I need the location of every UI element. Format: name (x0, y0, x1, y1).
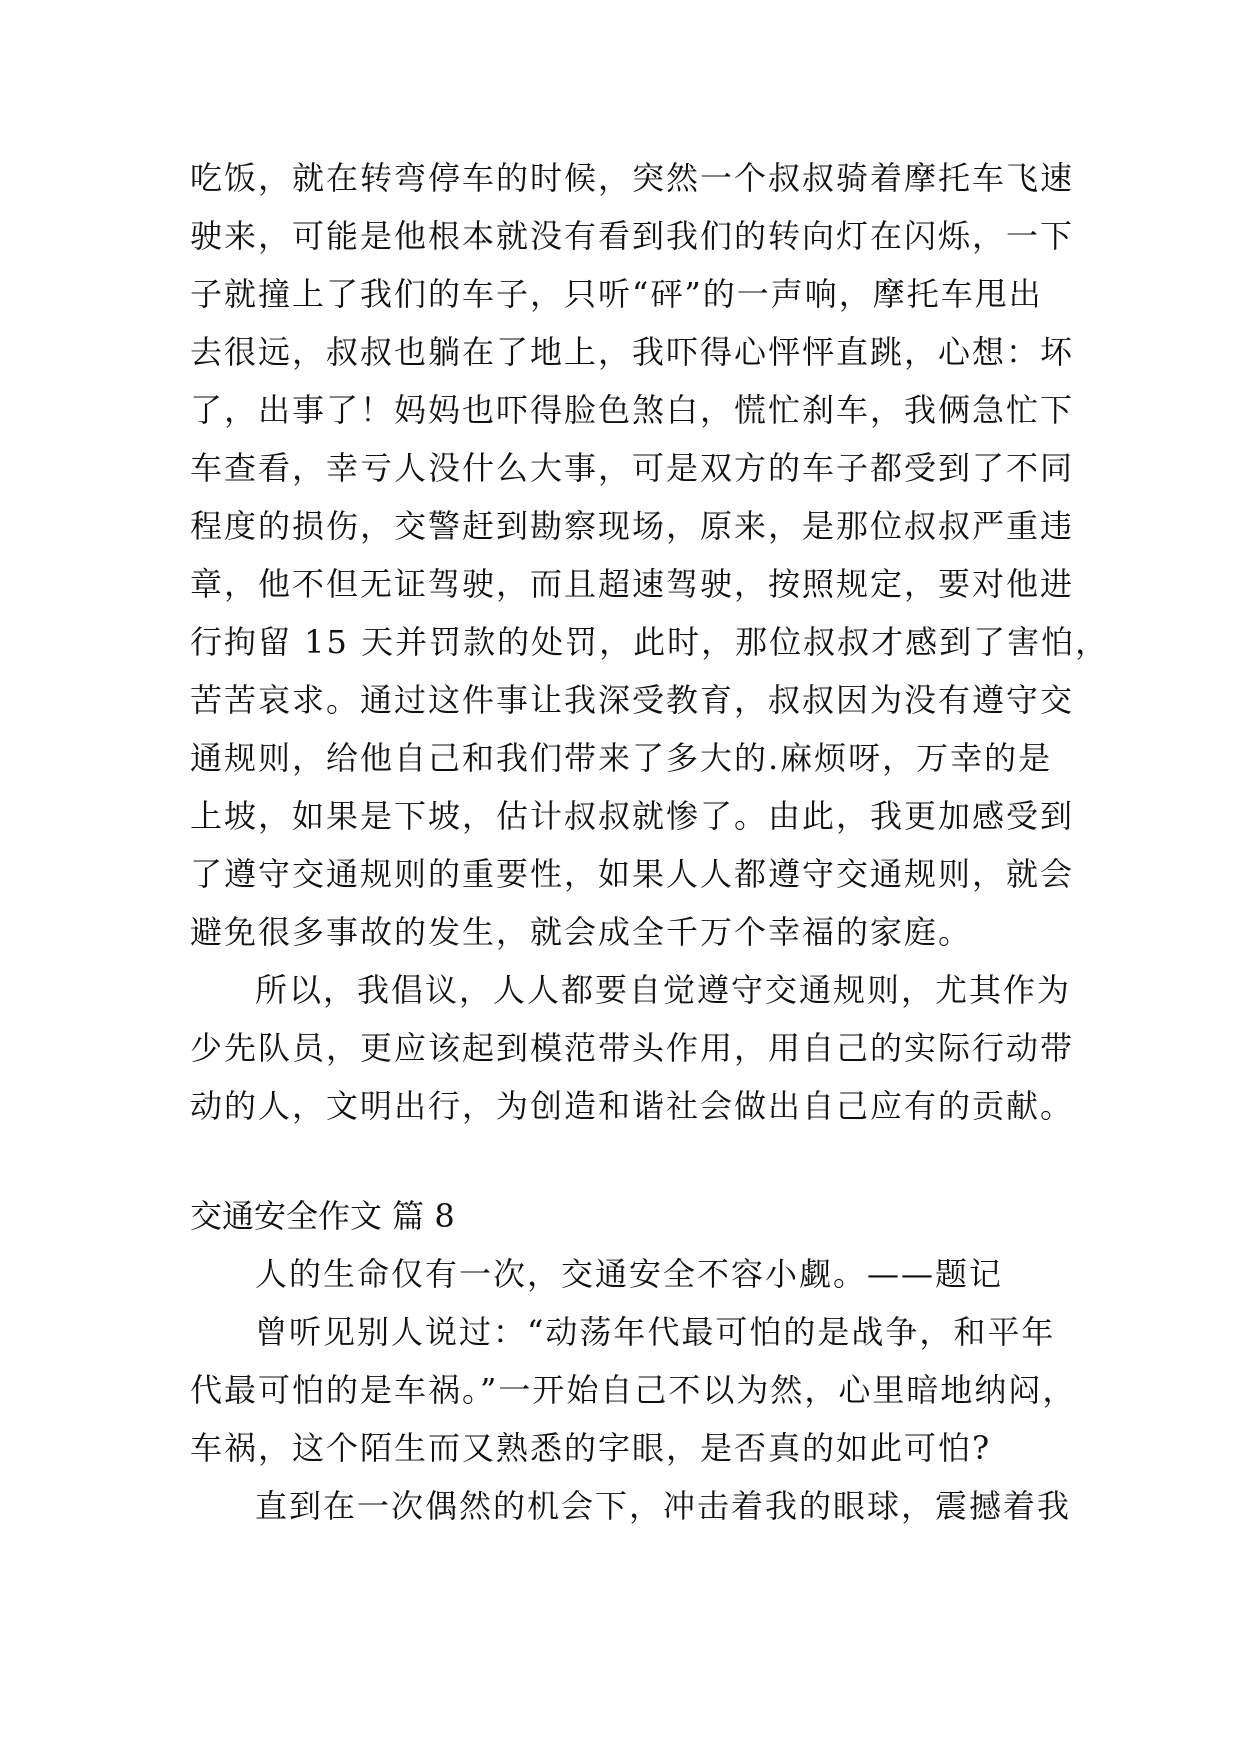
paragraph-line: 动的人，文明出行，为创造和谐社会做出自己应有的贡献。 (190, 1087, 1075, 1125)
paragraph-line: 所以，我倡议，人人都要自觉遵守交通规则，尤其作为 (255, 971, 1072, 1009)
paragraph-line: 曾听见别人说过：“动荡年代最可怕的是战争，和平年 (255, 1313, 1056, 1351)
paragraph-line: 车祸，这个陌生而又熟悉的字眼，是否真的如此可怕? (190, 1429, 992, 1467)
paragraph-line: 上坡，如果是下坡，估计叔叔就惨了。由此，我更加感受到 (190, 797, 1075, 835)
paragraph-line: 代最可怕的是车祸。”一开始自己不以为然，心里暗地纳闷， (190, 1371, 1077, 1409)
paragraph-line: 了遵守交通规则的重要性，如果人人都遵守交通规则，就会 (190, 855, 1075, 893)
paragraph-line: 通规则，给他自己和我们带来了多大的.麻烦呀，万幸的是 (190, 739, 1053, 777)
paragraph-line: 直到在一次偶然的机会下，冲击着我的眼球，震撼着我 (255, 1487, 1072, 1525)
paragraph-line: 少先队员，更应该起到模范带头作用，用自己的实际行动带 (190, 1029, 1075, 1067)
paragraph-line: 车查看，幸亏人没什么大事，可是双方的车子都受到了不同 (190, 449, 1075, 487)
paragraph-line: 子就撞上了我们的车子，只听“砰”的一声响，摩托车甩出 (190, 275, 1043, 313)
paragraph-line: 驶来，可能是他根本就没有看到我们的转向灯在闪烁，一下 (190, 217, 1075, 255)
paragraph-line: 人的生命仅有一次，交通安全不容小觑。——题记 (255, 1255, 1004, 1293)
paragraph-line: 章，他不但无证驾驶，而且超速驾驶，按照规定，要对他进 (190, 565, 1075, 603)
paragraph-line: 了，出事了！妈妈也吓得脸色煞白，慌忙刹车，我俩急忙下 (190, 391, 1075, 429)
paragraph-line: 吃饭，就在转弯停车的时候，突然一个叔叔骑着摩托车飞速 (190, 159, 1075, 197)
paragraph-line: 苦苦哀求。通过这件事让我深受教育，叔叔因为没有遵守交 (190, 681, 1075, 719)
paragraph-line: 避免很多事故的发生，就会成全千万个幸福的家庭。 (190, 913, 973, 951)
section-heading: 交通安全作文 篇 8 (190, 1197, 455, 1235)
paragraph-line: 去很远，叔叔也躺在了地上，我吓得心怦怦直跳，心想：坏 (190, 333, 1075, 371)
paragraph-line: 行拘留 15 天并罚款的处罚，此时，那位叔叔才感到了害怕， (190, 623, 1110, 661)
paragraph-line: 程度的损伤，交警赶到勘察现场，原来，是那位叔叔严重违 (190, 507, 1075, 545)
